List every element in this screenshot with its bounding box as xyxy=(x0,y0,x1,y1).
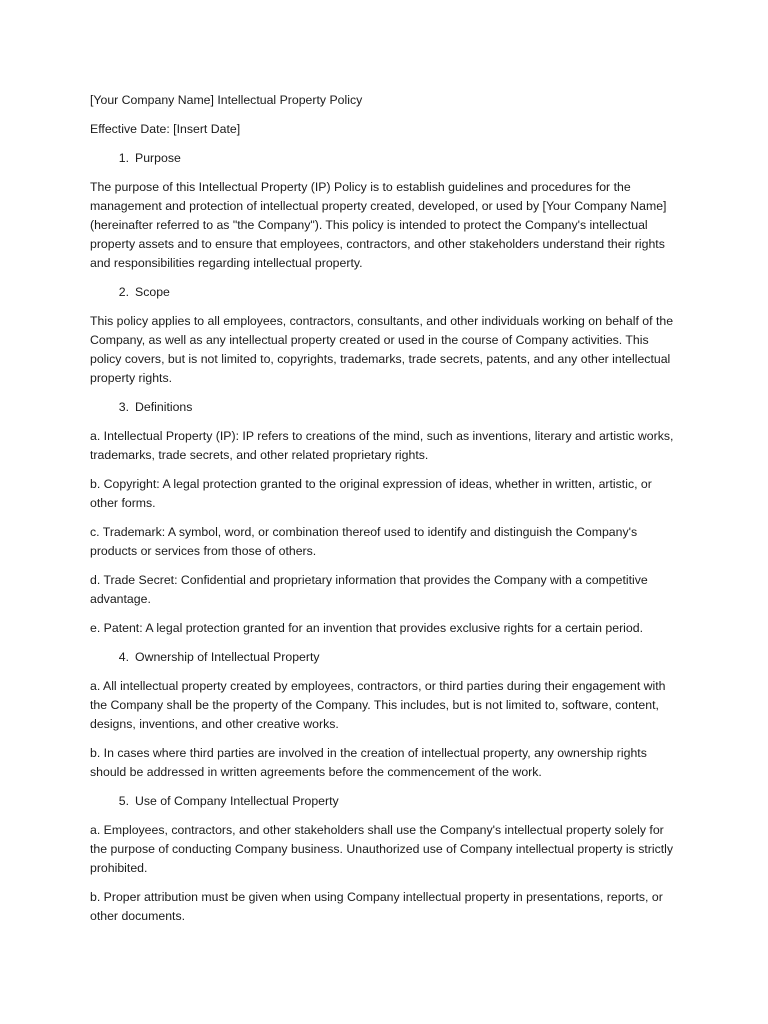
section-heading-definitions xyxy=(90,398,680,417)
use-paragraph-a: a. Employees, contractors, and other stakeholders shall use the Company's intellectual property solely for the purpose of conducting Company business. Unauthorized use of Company intellectual property is strictly prohibited. xyxy=(90,823,674,875)
section-number: 2. xyxy=(118,285,129,299)
definition-patent: e. Patent: A legal protection granted for an invention that provides exclusive rights for a certain period. xyxy=(90,621,644,635)
section-number: 4. xyxy=(118,650,129,664)
section-title: Definitions xyxy=(135,400,193,414)
section-title: Purpose xyxy=(135,151,181,165)
section-heading-ownership xyxy=(90,648,680,667)
definition-trade-secret: d. Trade Secret: Confidential and proprietary information that provides the Company with a competitive advantage. xyxy=(90,573,648,606)
document-title: [Your Company Name] Intellectual Property Policy xyxy=(90,93,363,107)
definition-ip: a. Intellectual Property (IP): IP refers to creations of the mind, such as inventions, literary and artistic works, trademarks, trade secrets, and other related proprietary rights. xyxy=(90,429,674,462)
section-number: 5. xyxy=(118,794,129,808)
section-number: 1. xyxy=(118,151,129,165)
ownership-paragraph-a: a. All intellectual property created by employees, contractors, or third parties during their engagement with the Company shall be the property of the Company. This includes, but is not limited to, software, content, designs, inventions, and other creative works. xyxy=(90,679,666,731)
effective-date: Effective Date: [Insert Date] xyxy=(90,122,241,136)
section-heading-use xyxy=(90,792,680,811)
section-number: 3. xyxy=(118,400,129,414)
section-title: Ownership of Intellectual Property xyxy=(135,650,320,664)
section-title: Scope xyxy=(135,285,170,299)
definition-trademark: c. Trademark: A symbol, word, or combination thereof used to identify and distinguish the Company's products or services from those of others. xyxy=(90,525,638,558)
use-paragraph-b: b. Proper attribution must be given when using Company intellectual property in presentations, reports, or other documents. xyxy=(90,890,663,923)
section-heading-purpose xyxy=(90,149,680,168)
definition-copyright: b. Copyright: A legal protection granted to the original expression of ideas, whether in written, artistic, or other forms. xyxy=(90,477,652,510)
purpose-paragraph: The purpose of this Intellectual Property (IP) Policy is to establish guidelines and procedures for the management and protection of intellectual property created, developed, or used by [Your Company Name] (hereinafter referred to as "the Company"). This policy is intended to protect the Company's intellectual property assets and to ensure that employees, contractors, and other stakeholders understand their rights and responsibilities regarding intellectual property. xyxy=(90,180,667,270)
ownership-paragraph-b: b. In cases where third parties are involved in the creation of intellectual property, any ownership rights should be addressed in written agreements before the commencement of the work. xyxy=(90,746,647,779)
section-title: Use of Company Intellectual Property xyxy=(135,794,339,808)
scope-paragraph: This policy applies to all employees, contractors, consultants, and other individuals working on behalf of the Company, as well as any intellectual property created or used in the course of Company activities. This policy covers, but is not limited to, copyrights, trademarks, trade secrets, patents, and any other intellectual property rights. xyxy=(90,314,674,385)
section-heading-scope xyxy=(90,283,680,302)
